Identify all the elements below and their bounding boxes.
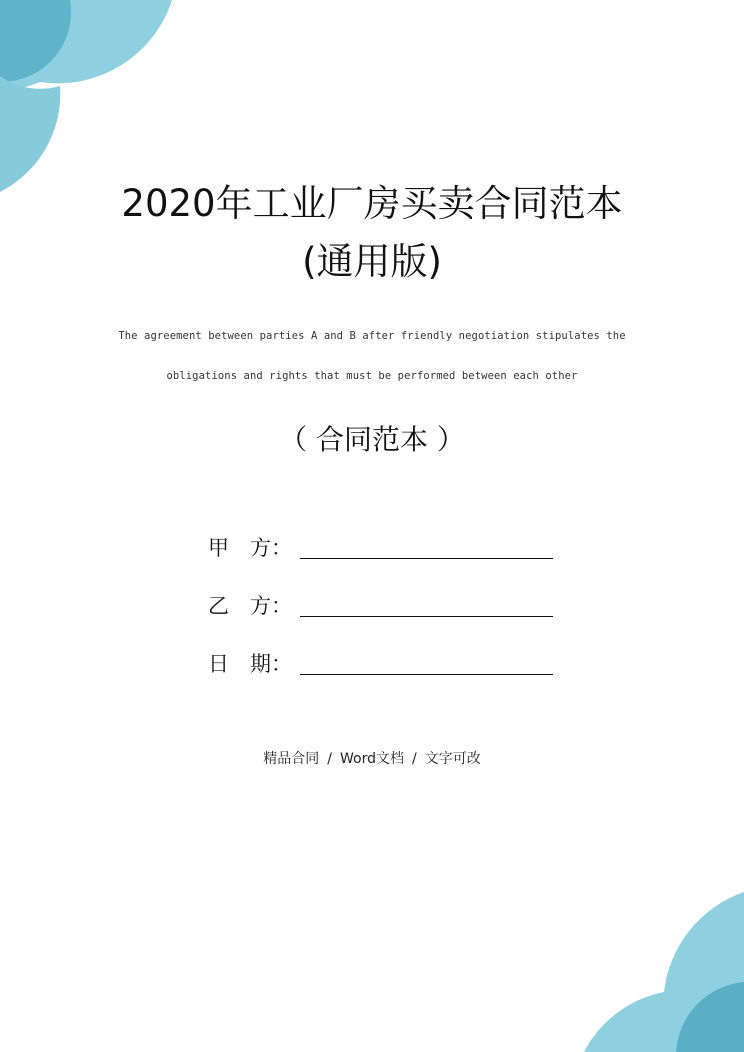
party-b-label: 乙 方： — [208, 594, 292, 618]
document-title-line2: (通用版) — [302, 240, 442, 283]
party-b-blank-line[interactable] — [300, 592, 553, 617]
footer-text-3: 文字可改 — [424, 751, 481, 767]
footer-separator-1: / — [327, 751, 332, 767]
document-title-line1: 2020年工业厂房买卖合同范本 — [121, 182, 623, 225]
party-a-blank-line[interactable] — [300, 534, 553, 559]
date-label: 日 期： — [208, 652, 292, 676]
decorative-circles-bottom-right — [564, 852, 744, 1052]
party-b-field — [208, 588, 553, 620]
party-a-label: 甲 方： — [208, 536, 292, 560]
decorative-circles-top-left — [0, 0, 180, 200]
date-field — [208, 646, 553, 678]
document-type-label: （ 合同范本 ） — [279, 423, 465, 456]
footer-text-1: 精品合同 — [263, 751, 320, 767]
footer-separator-2: / — [411, 751, 417, 767]
document-footer — [0, 748, 744, 770]
subtitle-line1: The agreement between parties A and B after friendly negotiation stipulates the — [118, 330, 626, 342]
date-blank-line[interactable] — [300, 650, 553, 675]
subtitle-line2: obligations and rights that must be performed between each other — [166, 370, 578, 382]
party-a-field — [208, 530, 553, 562]
footer-text-2: Word文档 — [340, 751, 404, 767]
